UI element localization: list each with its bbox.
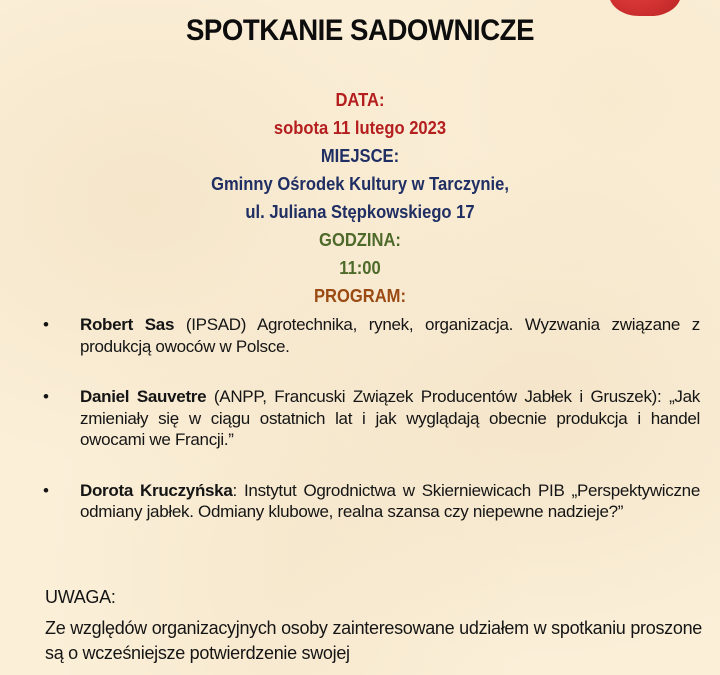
bullet-icon: • [43,387,49,406]
place-line-2: ul. Juliana Stępkowskiego 17 [245,202,475,222]
time-label: GODZINA: [319,230,401,250]
program-list [40,314,700,552]
bullet-icon: • [43,315,49,334]
talk-description: : Instytut Ogrodnictwa w Skierniewicach PIB „Perspektywiczne odmiany jabłek. Odmiany klubowe, realna szansa czy niepewne nadzieje?” [80,480,700,521]
date-value: sobota 11 lutego 2023 [273,118,447,138]
place-line-1: Gminny Ośrodek Kultury w Tarczynie, [211,174,509,194]
speaker-name: Robert Sas [80,315,175,334]
talk-description: (IPSAD) Agrotechnika, rynek, organizacja. Wyzwania związane z produkcją owoców w Polsce. [80,315,701,356]
note-section [45,585,702,666]
place-label: MIEJSCE: [320,146,400,166]
program-item [40,314,700,357]
note-text: Ze względów organizacyjnych osoby zainteresowane udziałem w spotkaniu proszone są o wcześniejsze potwierdzenie swojej [45,618,702,663]
event-details [0,86,720,310]
note-label: UWAGA: [45,587,116,607]
bullet-icon: • [43,480,49,500]
page-title: SPOTKANIE SADOWNICZE [185,14,535,47]
program-label: PROGRAM: [314,286,406,306]
speaker-name: Daniel Sauvetre [80,387,207,406]
speaker-name: Dorota Kruczyńska [80,480,233,500]
program-item [40,386,700,451]
time-value: 11:00 [339,258,381,278]
talk-description: (ANPP, Francuski Związek Producentów Jabłek i Gruszek): „Jak zmieniały się w ciągu ostatnich lat i jak wyglądają obecnie produkcja i handel owocami we Francji.” [80,387,700,449]
program-item [40,480,700,523]
date-label: DATA: [335,90,385,110]
